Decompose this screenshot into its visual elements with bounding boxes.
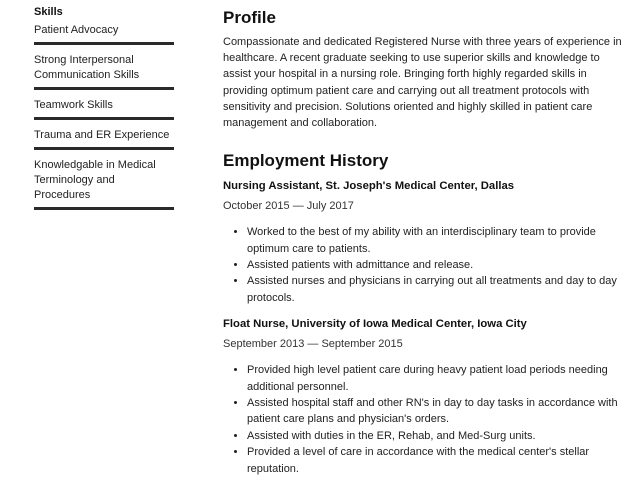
job-bullet: • Assisted hospital staff and other RN's in day to day tasks in accordance with patient care plans and physician's orders.	[247, 395, 623, 428]
profile-heading: Profile	[223, 8, 276, 27]
profile-summary: Compassionate and dedicated Registered Nurse with three years of experience in healthcare. A recent graduate seeking to use superior skills and knowledge to assist your hospital in a nursing role. Bringing forth highly regarded skills in providing optimum patient care and carrying out all treatment protocols with sensitivity and precision. Solutions oriented and highly skilled in patient care management and collaboration.	[223, 36, 622, 130]
job-entry	[223, 316, 623, 477]
job-dates: October 2015 — July 2017	[223, 200, 354, 213]
skill-item: Trauma and ER Experience	[34, 128, 174, 150]
skill-item: Knowledgable in Medical Terminology and Procedures	[34, 158, 174, 210]
job-bullet: • Assisted patients with admittance and release.	[247, 257, 623, 273]
job-bullets	[223, 362, 623, 477]
job-bullets	[223, 224, 623, 306]
job-entry	[223, 178, 623, 306]
job-dates: September 2013 — September 2015	[223, 338, 403, 351]
skill-item: Patient Advocacy	[34, 23, 174, 45]
sidebar	[34, 0, 174, 218]
main-content	[223, 0, 623, 477]
job-bullet: • Provided a level of care in accordance with the medical center's stellar reputation.	[247, 444, 623, 477]
skill-item: Teamwork Skills	[34, 98, 174, 120]
skills-heading: Skills	[34, 6, 63, 18]
job-title: Float Nurse, University of Iowa Medical Center, Iowa City	[223, 318, 527, 331]
job-bullet: • Worked to the best of my ability with an interdisciplinary team to provide optimum care to patients.	[247, 224, 623, 257]
job-title: Nursing Assistant, St. Joseph's Medical Center, Dallas	[223, 180, 515, 193]
job-bullet: • Assisted nurses and physicians in carrying out all treatments and day to day protocols.	[247, 273, 623, 306]
job-bullet: • Assisted with duties in the ER, Rehab, and Med-Surg units.	[247, 428, 623, 444]
skill-item: Strong Interpersonal Communication Skills	[34, 53, 174, 90]
job-bullet: • Provided high level patient care during heavy patient load periods needing additional personnel.	[247, 362, 623, 395]
employment-history-heading: Employment History	[223, 151, 389, 171]
